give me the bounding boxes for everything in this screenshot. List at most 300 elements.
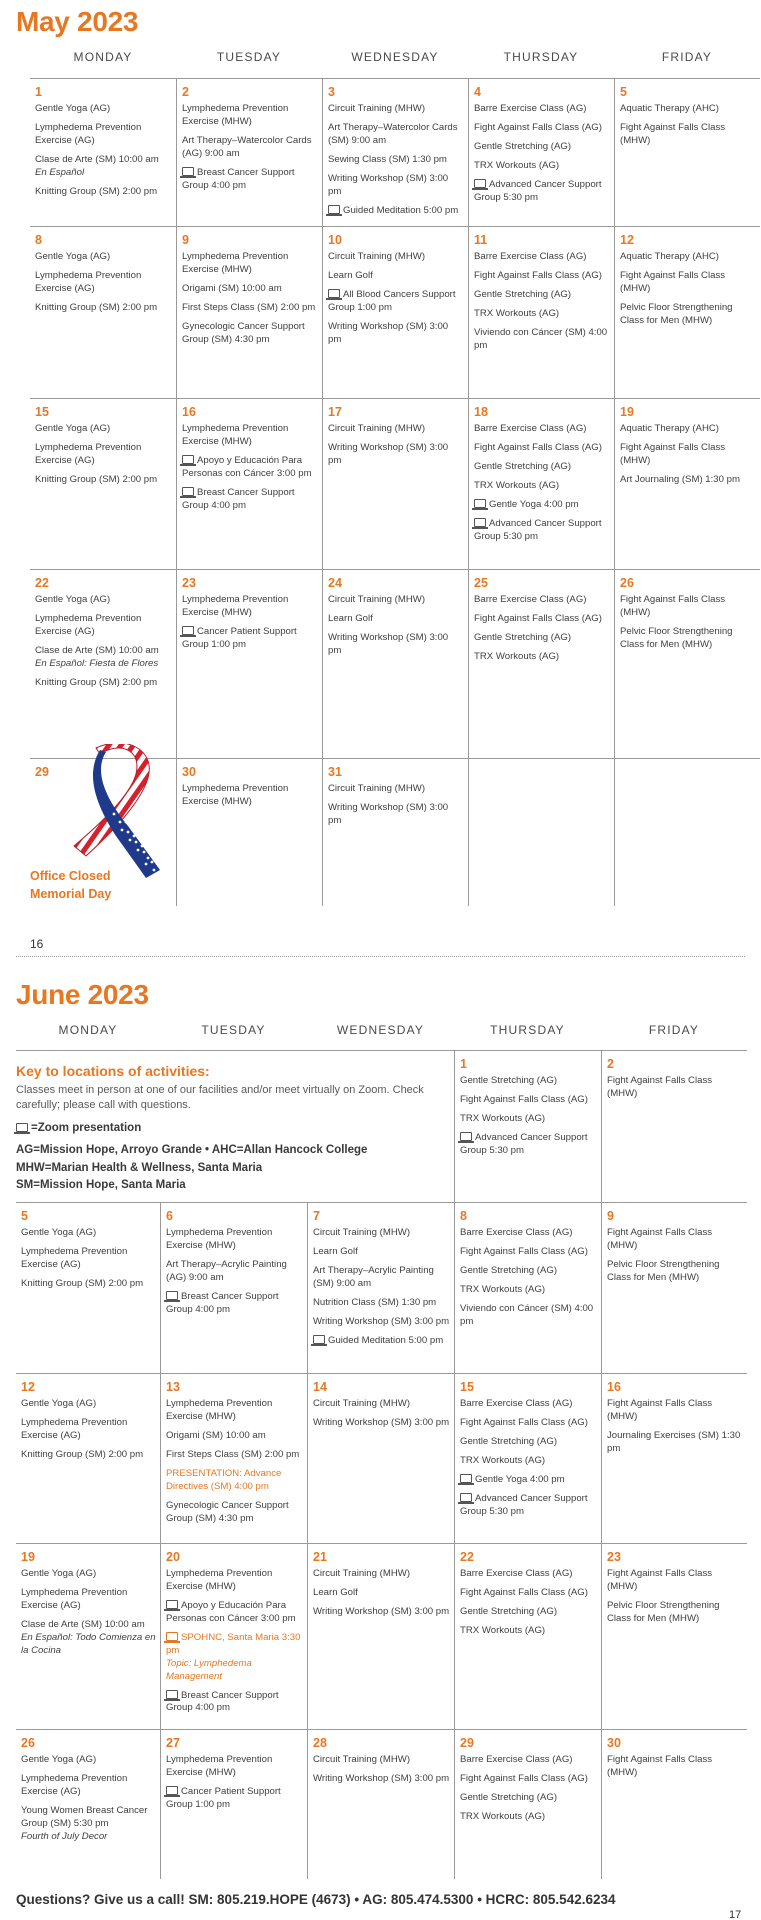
event-text: Learn Golf xyxy=(328,612,373,624)
event-text: Lymphedema Prevention Exercise (MHW) xyxy=(182,251,289,275)
calendar-day-cell xyxy=(160,1202,307,1373)
event-item xyxy=(460,1773,597,1786)
event-text: Gentle Yoga (AG) xyxy=(35,251,111,262)
event-text: Writing Workshop (SM) 3:00 pm xyxy=(328,801,449,826)
day-number: 2 xyxy=(607,1057,614,1071)
calendar-day-cell xyxy=(307,1373,454,1543)
event-text: Clase de Arte (SM) 10:00 am xyxy=(35,644,159,656)
day-number: 22 xyxy=(460,1550,474,1564)
event-item xyxy=(313,1227,450,1240)
event-text: All Blood Cancers Support Group 1:00 pm xyxy=(328,288,456,313)
event-item xyxy=(460,1606,597,1619)
event-item xyxy=(474,594,610,607)
event-text: Origami (SM) 10:00 am xyxy=(182,282,282,294)
event-item xyxy=(166,1690,303,1716)
event-item xyxy=(21,1805,156,1844)
event-item xyxy=(460,1625,597,1638)
calendar-day-cell xyxy=(601,1729,747,1879)
event-item xyxy=(21,1587,156,1613)
event-text: Clase de Arte (SM) 10:00 am xyxy=(21,1618,145,1630)
day-number: 24 xyxy=(328,576,342,590)
day-number: 5 xyxy=(21,1209,28,1223)
event-text: Art Therapy–Watercolor Cards (SM) 9:00 am xyxy=(328,121,458,146)
event-item xyxy=(313,1773,450,1786)
day-number: 5 xyxy=(620,85,627,99)
memorial-day-line: Memorial Day xyxy=(30,886,112,901)
event-item xyxy=(182,626,318,652)
event-text: Lymphedema Prevention Exercise (AG) xyxy=(35,441,142,466)
calendar-day-cell xyxy=(176,226,322,398)
day-header: WEDNESDAY xyxy=(351,50,439,64)
calendar-day-cell xyxy=(468,758,614,906)
event-text: Gentle Stretching (AG) xyxy=(474,140,572,152)
event-item xyxy=(35,302,172,315)
event-item xyxy=(328,103,464,116)
event-text: Gynecologic Cancer Support Group (SM) 4:30 pm xyxy=(166,1499,289,1524)
event-item xyxy=(182,423,318,449)
event-item xyxy=(328,594,464,607)
event-text: Viviendo con Cáncer (SM) 4:00 pm xyxy=(460,1302,594,1327)
event-item xyxy=(166,1227,303,1253)
event-item xyxy=(474,423,610,436)
event-text: Knitting Group (SM) 2:00 pm xyxy=(35,676,158,688)
event-item xyxy=(21,1227,156,1240)
event-text: Gentle Yoga (AG) xyxy=(35,103,111,114)
day-number: 31 xyxy=(328,765,342,779)
event-item xyxy=(607,1075,743,1101)
event-text: Gentle Stretching (AG) xyxy=(474,631,572,643)
day-number: 13 xyxy=(166,1380,180,1394)
calendar-day-cell xyxy=(614,398,760,569)
calendar-day-cell xyxy=(601,1373,747,1543)
laptop-icon xyxy=(328,289,340,298)
event-text: Fight Against Falls Class (AG) xyxy=(460,1416,588,1428)
day-header: MONDAY xyxy=(73,50,133,64)
event-item xyxy=(460,1417,597,1430)
day-number: 27 xyxy=(166,1736,180,1750)
event-text: Learn Golf xyxy=(328,269,373,281)
event-text: Gentle Yoga 4:00 pm xyxy=(489,498,579,510)
laptop-icon xyxy=(313,1335,325,1344)
event-item xyxy=(182,283,318,296)
event-item xyxy=(182,135,318,161)
event-text: Lymphedema Prevention Exercise (AG) xyxy=(35,612,142,637)
event-item xyxy=(166,1259,303,1285)
event-text: Circuit Training (MHW) xyxy=(328,251,426,262)
day-number: 12 xyxy=(620,233,634,247)
event-text: Gentle Stretching (AG) xyxy=(460,1605,558,1617)
event-item xyxy=(620,103,756,116)
event-text: Clase de Arte (SM) 10:00 am xyxy=(35,153,159,165)
event-text: Circuit Training (MHW) xyxy=(313,1568,411,1579)
event-item xyxy=(313,1398,450,1411)
event-text: Lymphedema Prevention Exercise (MHW) xyxy=(166,1754,273,1778)
event-item xyxy=(620,302,756,328)
event-item xyxy=(474,289,610,302)
day-number: 8 xyxy=(460,1209,467,1223)
calendar-day-cell xyxy=(30,398,176,569)
event-item xyxy=(460,1132,597,1158)
laptop-icon xyxy=(474,499,486,508)
event-item xyxy=(328,122,464,148)
event-item xyxy=(460,1075,597,1088)
event-text: Writing Workshop (SM) 3:00 pm xyxy=(313,1772,450,1784)
event-text: Barre Exercise Class (AG) xyxy=(474,423,587,434)
location-key xyxy=(16,1050,454,1202)
event-text: Writing Workshop (SM) 3:00 pm xyxy=(313,1315,450,1327)
event-item xyxy=(607,1600,743,1626)
event-text: Learn Golf xyxy=(313,1586,358,1598)
event-item xyxy=(474,518,610,544)
day-header: FRIDAY xyxy=(648,1023,700,1037)
page-number-left: 16 xyxy=(30,937,44,951)
event-item xyxy=(328,321,464,347)
event-text: Lymphedema Prevention Exercise (AG) xyxy=(21,1772,128,1797)
calendar-day-cell xyxy=(614,78,760,226)
day-number: 1 xyxy=(460,1057,467,1071)
event-item xyxy=(182,487,318,513)
event-text: Fight Against Falls Class (AG) xyxy=(460,1093,588,1105)
key-location-line: SM=Mission Hope, Santa Maria xyxy=(16,1179,186,1192)
calendar-day-cell xyxy=(601,1050,747,1202)
day-number: 29 xyxy=(35,765,49,779)
day-number: 15 xyxy=(460,1380,474,1394)
event-item xyxy=(328,442,464,468)
laptop-icon xyxy=(182,167,194,176)
event-text: Knitting Group (SM) 2:00 pm xyxy=(35,301,158,313)
key-title: Key to locations of activities: xyxy=(16,1063,210,1079)
laptop-icon xyxy=(166,1291,178,1300)
event-item xyxy=(460,1265,597,1278)
event-item xyxy=(313,1246,450,1259)
event-item xyxy=(607,1227,743,1253)
event-item xyxy=(620,442,756,468)
laptop-icon xyxy=(166,1690,178,1699)
event-item xyxy=(607,1568,743,1594)
day-header: THURSDAY xyxy=(490,1023,565,1037)
event-text: Art Journaling (SM) 1:30 pm xyxy=(620,473,740,485)
event-text: Guided Meditation 5:00 pm xyxy=(343,204,459,216)
calendar-day-cell xyxy=(614,569,760,758)
event-text: TRX Workouts (AG) xyxy=(460,1112,546,1124)
event-text: Barre Exercise Class (AG) xyxy=(460,1398,573,1409)
key-description: Classes meet in person at one of our facilities and/or meet virtually on Zoom. Check carefully; please call with questions. xyxy=(16,1084,424,1112)
event-item xyxy=(474,251,610,264)
event-item xyxy=(328,632,464,658)
calendar-day-cell xyxy=(454,1050,601,1202)
day-number: 30 xyxy=(182,765,196,779)
calendar-day-cell xyxy=(454,1202,601,1373)
day-number: 3 xyxy=(328,85,335,99)
event-text: Pelvic Floor Strengthening Class for Men (MHW) xyxy=(607,1599,720,1624)
event-text: Aquatic Therapy (AHC) xyxy=(620,103,719,114)
event-item xyxy=(35,613,172,639)
event-item xyxy=(166,1600,303,1626)
day-number: 17 xyxy=(328,405,342,419)
calendar-day-cell xyxy=(468,78,614,226)
laptop-icon xyxy=(182,455,194,464)
event-text: Barre Exercise Class (AG) xyxy=(460,1227,573,1238)
event-item xyxy=(21,1417,156,1443)
laptop-icon xyxy=(166,1632,178,1641)
event-text: Fight Against Falls Class (MHW) xyxy=(620,269,726,294)
event-item xyxy=(474,179,610,205)
event-text: Barre Exercise Class (AG) xyxy=(460,1754,573,1765)
laptop-icon xyxy=(460,1132,472,1141)
event-item xyxy=(474,160,610,173)
calendar-day-cell xyxy=(16,1543,160,1729)
event-text: Pelvic Floor Strengthening Class for Men (MHW) xyxy=(620,301,733,326)
event-item xyxy=(474,480,610,493)
calendar-day-cell xyxy=(322,758,468,906)
event-text: Lymphedema Prevention Exercise (MHW) xyxy=(166,1227,273,1251)
event-item xyxy=(182,103,318,129)
calendar-day-cell xyxy=(322,78,468,226)
event-item xyxy=(21,1619,156,1658)
event-text: Fight Against Falls Class (MHW) xyxy=(620,441,726,466)
event-text: Fight Against Falls Class (MHW) xyxy=(607,1754,713,1778)
event-text: Breast Cancer Support Group 4:00 pm xyxy=(182,166,295,191)
calendar-day-cell xyxy=(16,1373,160,1543)
day-header: MONDAY xyxy=(58,1023,118,1037)
event-text: TRX Workouts (AG) xyxy=(460,1283,546,1295)
event-item xyxy=(35,270,172,296)
day-number: 10 xyxy=(328,233,342,247)
event-item xyxy=(166,1449,303,1462)
event-text: Circuit Training (MHW) xyxy=(328,103,426,114)
event-item xyxy=(607,1259,743,1285)
event-text: Gentle Stretching (AG) xyxy=(474,288,572,300)
event-text: Apoyo y Educación Para Personas con Cáncer 3:00 pm xyxy=(182,454,312,479)
event-text: Gentle Yoga (AG) xyxy=(21,1754,97,1765)
day-number: 4 xyxy=(474,85,481,99)
event-item xyxy=(313,1316,450,1329)
event-item xyxy=(460,1792,597,1805)
event-item xyxy=(607,1754,743,1780)
event-text: Nutrition Class (SM) 1:30 pm xyxy=(313,1296,437,1308)
page-number-right: 17 xyxy=(729,1909,742,1920)
event-item xyxy=(166,1786,303,1812)
event-text: Viviendo con Cáncer (SM) 4:00 pm xyxy=(474,326,608,351)
event-text: Circuit Training (MHW) xyxy=(313,1398,411,1409)
may-title: May 2023 xyxy=(16,6,139,37)
calendar-day-cell xyxy=(614,226,760,398)
day-header: THURSDAY xyxy=(503,50,579,64)
event-item xyxy=(21,1773,156,1799)
event-text: Writing Workshop (SM) 3:00 pm xyxy=(313,1605,450,1617)
event-text: Art Therapy–Watercolor Cards (AG) 9:00 am xyxy=(182,134,312,159)
event-text: SPOHNC, Santa Maria 3:30 pm xyxy=(166,1631,301,1656)
event-text: Gentle Yoga (AG) xyxy=(35,423,111,434)
june-title: June 2023 xyxy=(16,979,149,1010)
event-item xyxy=(474,632,610,645)
event-item xyxy=(474,141,610,154)
event-item xyxy=(460,1246,597,1259)
event-text: Gentle Yoga (AG) xyxy=(21,1568,97,1579)
day-number: 1 xyxy=(35,85,42,99)
event-text: Pelvic Floor Strengthening Class for Men (MHW) xyxy=(607,1258,720,1283)
event-item xyxy=(166,1754,303,1780)
event-item xyxy=(182,167,318,193)
event-item xyxy=(474,327,610,353)
calendar-day-cell xyxy=(468,226,614,398)
event-text: Lymphedema Prevention Exercise (AG) xyxy=(21,1586,128,1611)
event-text: Lymphedema Prevention Exercise (MHW) xyxy=(166,1398,273,1422)
event-item xyxy=(313,1568,450,1581)
event-text: Fight Against Falls Class (MHW) xyxy=(607,1227,713,1251)
event-text: Advanced Cancer Support Group 5:30 pm xyxy=(460,1131,588,1156)
day-number: 20 xyxy=(166,1550,180,1564)
event-text: Cancer Patient Support Group 1:00 pm xyxy=(182,625,297,650)
event-item xyxy=(474,461,610,474)
event-text: Gentle Stretching (AG) xyxy=(460,1791,558,1803)
event-item xyxy=(460,1587,597,1600)
event-text: Gentle Stretching (AG) xyxy=(460,1075,558,1086)
event-item xyxy=(474,442,610,455)
event-item xyxy=(182,783,318,809)
calendar-day-cell xyxy=(468,398,614,569)
day-number: 9 xyxy=(607,1209,614,1223)
event-item xyxy=(328,270,464,283)
laptop-icon xyxy=(460,1474,472,1483)
event-text: Writing Workshop (SM) 3:00 pm xyxy=(313,1416,450,1428)
zoom-legend-text: =Zoom presentation xyxy=(31,1121,142,1134)
event-text: Gentle Yoga (AG) xyxy=(21,1398,97,1409)
event-text: TRX Workouts (AG) xyxy=(460,1624,546,1636)
laptop-icon xyxy=(328,205,340,214)
event-item xyxy=(460,1303,597,1329)
day-number: 25 xyxy=(474,576,488,590)
event-text: Knitting Group (SM) 2:00 pm xyxy=(35,473,158,485)
day-number: 23 xyxy=(182,576,196,590)
event-item xyxy=(328,783,464,796)
event-text: PRESENTATION: Advance Directives (SM) 4:00 pm xyxy=(166,1467,282,1492)
event-note: Fourth of July Decor xyxy=(21,1830,108,1842)
key-zoom-legend xyxy=(16,1122,448,1134)
day-number: 29 xyxy=(460,1736,474,1750)
event-text: TRX Workouts (AG) xyxy=(474,307,560,319)
event-text: Gentle Yoga (AG) xyxy=(21,1227,97,1238)
event-text: Barre Exercise Class (AG) xyxy=(460,1568,573,1579)
event-text: Fight Against Falls Class (AG) xyxy=(474,441,602,453)
calendar-day-cell xyxy=(176,398,322,569)
event-item xyxy=(313,1754,450,1767)
calendar-day-cell xyxy=(601,1202,747,1373)
event-item xyxy=(313,1335,450,1348)
event-text: TRX Workouts (AG) xyxy=(474,650,560,662)
event-item xyxy=(460,1568,597,1581)
calendar-day-cell xyxy=(16,1729,160,1879)
day-number: 30 xyxy=(607,1736,621,1750)
event-text: Apoyo y Educación Para Personas con Cáncer 3:00 pm xyxy=(166,1599,296,1624)
day-header: TUESDAY xyxy=(201,1023,266,1037)
event-text: Young Women Breast Cancer Group (SM) 5:30 pm xyxy=(21,1804,148,1829)
day-header: FRIDAY xyxy=(661,50,713,64)
event-item xyxy=(620,122,756,148)
event-item xyxy=(460,1284,597,1297)
event-item xyxy=(460,1493,597,1519)
event-item xyxy=(35,154,172,180)
event-item xyxy=(607,1398,743,1424)
event-text: Art Therapy–Acrylic Painting (AG) 9:00 am xyxy=(166,1258,287,1283)
calendar-day-cell xyxy=(454,1373,601,1543)
event-text: Writing Workshop (SM) 3:00 pm xyxy=(328,631,449,656)
event-text: Learn Golf xyxy=(313,1245,358,1257)
event-item xyxy=(620,251,756,264)
event-text: Fight Against Falls Class (MHW) xyxy=(620,121,726,146)
event-text: Barre Exercise Class (AG) xyxy=(474,251,587,262)
event-item xyxy=(620,423,756,436)
event-item xyxy=(21,1754,156,1767)
event-item xyxy=(620,474,756,487)
day-number: 15 xyxy=(35,405,49,419)
day-number: 12 xyxy=(21,1380,35,1394)
event-text: Knitting Group (SM) 2:00 pm xyxy=(35,185,158,197)
event-text: Fight Against Falls Class (MHW) xyxy=(607,1075,713,1099)
event-item xyxy=(35,251,172,264)
event-text: Circuit Training (MHW) xyxy=(328,783,426,794)
event-item xyxy=(166,1430,303,1443)
event-text: TRX Workouts (AG) xyxy=(474,159,560,171)
event-item xyxy=(460,1094,597,1107)
laptop-icon xyxy=(166,1600,178,1609)
event-text: Lymphedema Prevention Exercise (MHW) xyxy=(182,103,289,127)
event-text: Fight Against Falls Class (AG) xyxy=(474,121,602,133)
event-text: Lymphedema Prevention Exercise (MHW) xyxy=(182,594,289,618)
event-text: Lymphedema Prevention Exercise (AG) xyxy=(35,121,142,146)
event-text: Guided Meditation 5:00 pm xyxy=(328,1334,444,1346)
event-item xyxy=(328,154,464,167)
event-item xyxy=(328,613,464,626)
calendar-day-cell xyxy=(176,569,322,758)
event-item xyxy=(313,1265,450,1291)
event-text: Journaling Exercises (SM) 1:30 pm xyxy=(607,1429,741,1454)
event-item xyxy=(166,1291,303,1317)
event-item xyxy=(474,613,610,626)
event-item xyxy=(313,1417,450,1430)
event-item xyxy=(474,499,610,512)
event-text: Gentle Stretching (AG) xyxy=(460,1264,558,1276)
event-text: Gentle Stretching (AG) xyxy=(460,1435,558,1447)
event-item xyxy=(21,1246,156,1272)
event-item xyxy=(328,289,464,315)
event-note: En Español: Fiesta de Flores xyxy=(35,657,159,669)
event-item xyxy=(328,423,464,436)
event-text: Fight Against Falls Class (AG) xyxy=(460,1245,588,1257)
day-number: 26 xyxy=(620,576,634,590)
day-number: 28 xyxy=(313,1736,327,1750)
page-divider xyxy=(16,956,745,957)
event-text: Lymphedema Prevention Exercise (MHW) xyxy=(166,1568,273,1592)
event-text: Knitting Group (SM) 2:00 pm xyxy=(21,1448,144,1460)
event-item xyxy=(35,186,172,199)
calendar-day-cell xyxy=(307,1729,454,1879)
event-item xyxy=(313,1606,450,1619)
event-item xyxy=(460,1398,597,1411)
event-text: Circuit Training (MHW) xyxy=(313,1227,411,1238)
event-text: Breast Cancer Support Group 4:00 pm xyxy=(182,486,295,511)
day-number: 6 xyxy=(166,1209,173,1223)
event-item xyxy=(460,1474,597,1487)
office-closed-line: Office Closed xyxy=(30,869,111,883)
laptop-icon xyxy=(182,626,194,635)
event-text: Writing Workshop (SM) 3:00 pm xyxy=(328,172,449,197)
calendar-day-cell xyxy=(601,1543,747,1729)
event-text: Breast Cancer Support Group 4:00 pm xyxy=(166,1290,279,1315)
calendar-day-cell xyxy=(160,1373,307,1543)
event-text: Lymphedema Prevention Exercise (AG) xyxy=(21,1245,128,1270)
event-item xyxy=(620,270,756,296)
